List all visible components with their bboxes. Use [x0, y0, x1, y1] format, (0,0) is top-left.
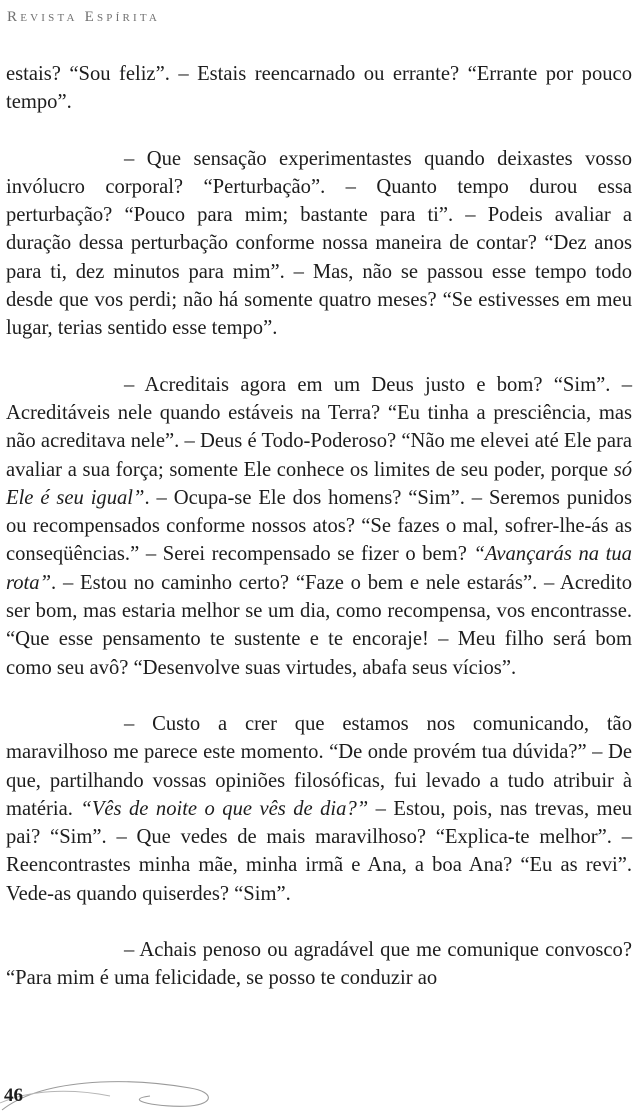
paragraph-5-text: – Achais penoso ou agradável que me comunique convosco? “Para mim é uma felicidade, se posso te conduzir ao [6, 939, 632, 990]
decorative-swirl [0, 1070, 260, 1114]
page-text [6, 60, 632, 993]
paragraph-4-text-a: – Custo a crer que estamos nos comunicando, tão maravilhoso me parece este momento. “De onde provém tua dúvida?” – De que, partilhando vossas opiniões filosóficas, fui levado a tudo atribuir à matéria. [6, 712, 632, 820]
running-head: Revista Espírita [7, 9, 161, 25]
paragraph-2-text: – Que sensação experimentastes quando deixastes vosso invólucro corporal? “Perturbação”. – Quanto tempo durou essa perturbação? “Pouco para mim; bastante para ti”. – Podeis avaliar a duração dessa perturbação conforme nossa maneira de contar? “Dez anos para ti, dez minutos para mim”. – Mas, não se passou esse tempo todo desde que vos perdi; não há somente quatro meses? “Se estivesses em meu lugar, terias sentido esse tempo”. [6, 147, 632, 340]
paragraph-4-italic-a: “Vês de noite o que vês de dia?” [80, 797, 369, 820]
paragraph-3-text-b: . – Ocupa-se Ele dos homens? “Sim”. – Seremos punidos ou recompensados conforme nossos atos? “Se fazes o mal, sofrer-lhe-ás as conseqüências.” – Serei recompensado se fizer o bem? [6, 486, 632, 566]
paragraph-3-italic-a: só Ele é seu igual” [6, 458, 632, 509]
page-footer [0, 1070, 638, 1114]
paragraph-4 [6, 710, 632, 908]
paragraph-1 [6, 60, 632, 117]
paragraph-5 [6, 936, 632, 993]
paragraph-4-text-b: – Estou, pois, nas trevas, meu pai? “Sim”. – Que vedes de mais maravilhoso? “Explica-te melhor”. – Reencontrastes minha mãe, minha irmã e Ana, a boa Ana? “Eu as revi”. Vede-as quando quiserdes? “Sim”. [6, 797, 633, 905]
paragraph-3-italic-b: “Avançarás na tua rota” [6, 543, 632, 594]
paragraph-3-text-c: . – Estou no caminho certo? “Faze o bem e nele estarás”. – Acredito ser bom, mas estaria melhor se um dia, como recompensa, vos encontrasse. “Que esse pensamento te sustente e te encoraje! – Meu filho será bom como seu avô? “Desenvolve suas virtudes, abafa seus vícios”. [6, 571, 632, 679]
paragraph-2 [6, 145, 632, 343]
paragraph-3-text-a: – Acreditais agora em um Deus justo e bom? “Sim”. – Acreditáveis nele quando estáveis na Terra? “Eu tinha a presciência, mas não acreditava nele”. – Deus é Todo-Poderoso? “Não me elevei até Ele para avaliar a sua força; somente Ele conhece os limites de seu poder, porque [6, 373, 632, 481]
paragraph-3 [6, 371, 632, 682]
page-number: 46 [4, 1085, 23, 1106]
paragraph-1-text: estais? “Sou feliz”. – Estais reencarnado ou errante? “Errante por pouco tempo”. [6, 63, 632, 114]
